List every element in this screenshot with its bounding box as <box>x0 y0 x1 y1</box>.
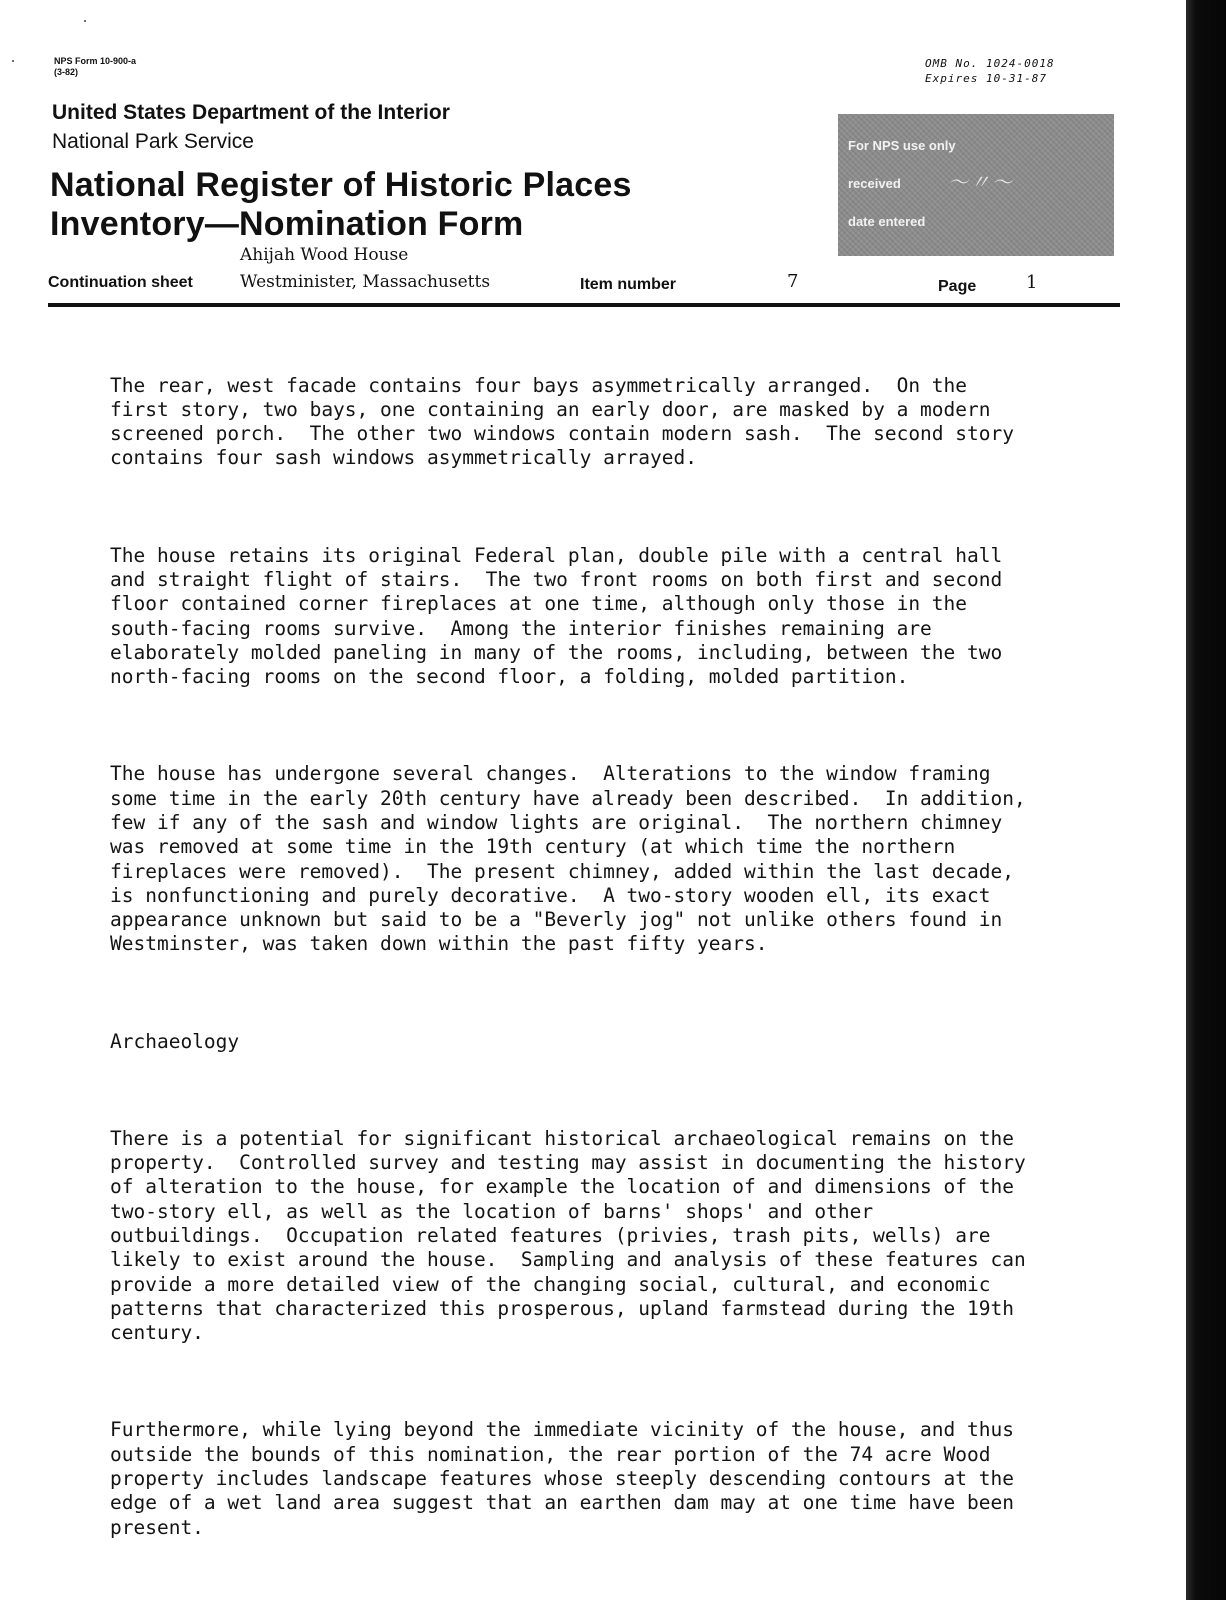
paragraph-archaeology: There is a potential for significant historical archaeological remains on the property. Controlled survey and testing may assist in documenting the history of alteration to the house, for example the location of and dimensions of the two-story ell, as well as the location of barns' shops' and other outbuildings. Occupation related features (privies, trash pits, wells) are likely to exist around the house. Sampling and analysis of these features can provide a more detailed view of the changing social, cultural, and economic patterns that characterized this prosperous, upland farmstead during the 19th century. <box>110 1126 1026 1345</box>
scan-edge-bar <box>1186 0 1226 1600</box>
omb-block <box>925 56 1055 86</box>
stamp-received: received <box>848 176 901 191</box>
handwritten-date-mark: 〜〃〜 <box>948 170 1014 194</box>
stamp-date-entered: date entered <box>848 214 926 229</box>
form-title-line2: Inventory—Nomination Form <box>50 205 524 243</box>
paragraph-plan: The house retains its original Federal plan, double pile with a central hall and straight flight of stairs. The two front rooms on both first and second floor contained corner fireplaces at one time, although only those in the south-facing rooms survive. Among the interior finishes remaining are elaborately molded paneling in many of the rooms, including, between the two north-facing rooms on the second floor, a folding, molded partition. <box>110 543 1003 689</box>
property-location: Westminister, Massachusetts <box>240 272 491 292</box>
paragraph-rear-facade: The rear, west facade contains four bays asymmetrically arranged. On the first story, two bays, one containing an early door, are masked by a modern screened porch. The other two windows contain modern sash. The second story contains four sash windows asymmetrically arrayed. <box>110 373 1014 470</box>
property-name: Ahijah Wood House <box>240 245 409 265</box>
form-number: NPS Form 10-900-a <box>54 56 137 66</box>
item-number-value: 7 <box>787 271 799 292</box>
continuation-sheet-label: Continuation sheet <box>48 274 193 291</box>
department-heading: United States Department of the Interior <box>52 101 450 124</box>
description-body <box>110 325 1070 1588</box>
section-heading-archaeology: Archaeology <box>110 1029 240 1053</box>
page-number: 1 <box>1026 272 1038 293</box>
paragraph-changes: The house has undergone several changes. Alterations to the window framing some time in the early 20th century have already been described. In addition, few if any of the sash and window lights are original. The northern chimney was removed at some time in the 19th century (at which time the northern fireplaces were removed). The present chimney, added within the last decade, is nonfunctioning and purely decorative. A two-story wooden ell, its exact appearance unknown but said to be a "Beverly jog" not unlike others found in Westminster, was taken down within the past fifty years. <box>110 762 1026 956</box>
nps-use-stamp <box>838 114 1114 256</box>
page-label: Page <box>938 278 977 295</box>
item-number-label: Item number <box>580 276 677 293</box>
form-title-line1: National Register of Historic Places <box>50 166 632 204</box>
scan-speck <box>12 60 14 62</box>
form-revision: (3-82) <box>54 67 79 77</box>
stamp-nps-use: For NPS use only <box>848 138 956 153</box>
service-heading: National Park Service <box>52 130 254 153</box>
scan-speck <box>84 20 86 22</box>
paragraph-landscape: Furthermore, while lying beyond the immediate vicinity of the house, and thus outside the bounds of this nomination, the rear portion of the 74 acre Wood property includes landscape features whose steeply descending contours at the edge of a wet land area suggest that an earthen dam may at one time have been present. <box>110 1418 1014 1539</box>
omb-expiry: Expires 10-31-87 <box>925 72 1047 85</box>
omb-number: OMB No. 1024-0018 <box>925 57 1055 70</box>
form-id-block <box>54 56 136 78</box>
header-rule <box>48 303 1120 307</box>
